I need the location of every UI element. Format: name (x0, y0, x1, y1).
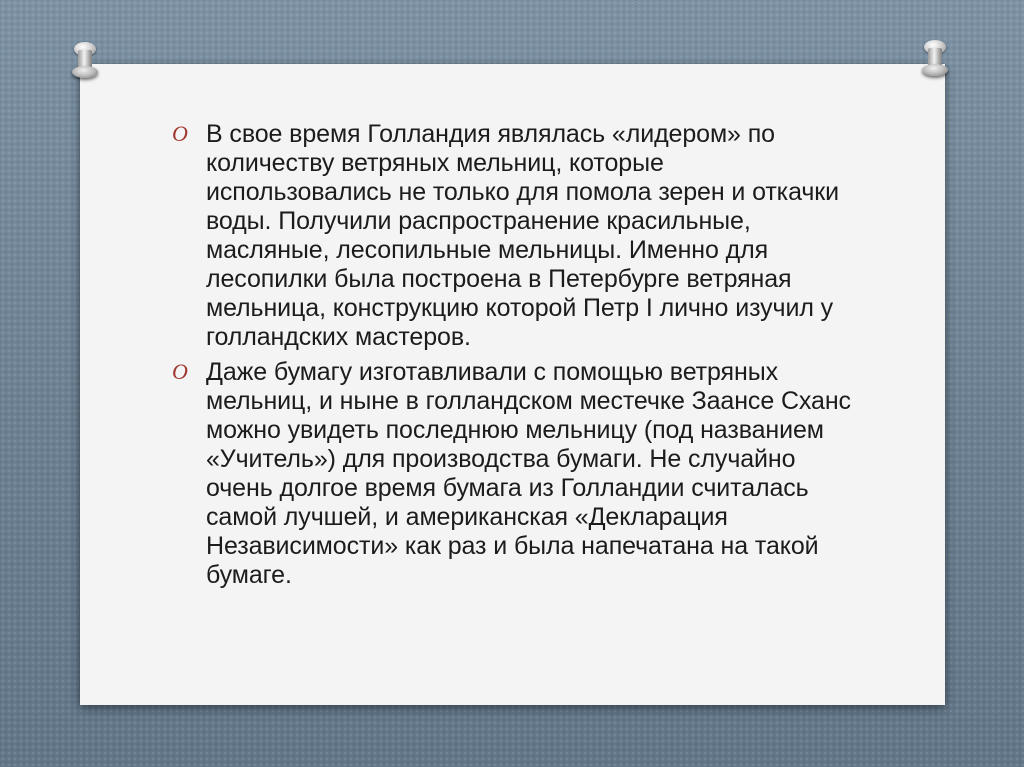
bullet-list (172, 120, 852, 596)
pushpin-base (922, 64, 948, 76)
pushpin-base (72, 66, 98, 78)
bullet-item (172, 120, 852, 352)
bullet-marker-icon: O (172, 359, 188, 384)
bullet-marker-icon: O (172, 121, 188, 146)
pushpin-icon (918, 40, 952, 78)
bullet-text: В свое время Голландия являлась «лидером» по количеству ветряных мельниц, которые использовались не только для помола зерен и откачки воды. Получили распространение красильные, масляные, лесопильные мельницы. Именно для лесопилки была построена в Петербурге ветряная мельница, конструкцию которой Петр I лично изучил у голландских мастеров. (206, 120, 839, 351)
pushpin-icon (68, 42, 102, 80)
bullet-text: Даже бумагу изготавливали с помощью ветряных мельниц, и ныне в голландском местечке Заансе Сханс можно увидеть последнюю мельницу (под названием «Учитель») для производства бумаги. Не случайно очень долгое время бумага из Голландии считалась самой лучшей, и американская «Декларация Независимости» как раз и была напечатана на такой бумаге. (206, 358, 851, 589)
bullet-item (172, 358, 852, 590)
